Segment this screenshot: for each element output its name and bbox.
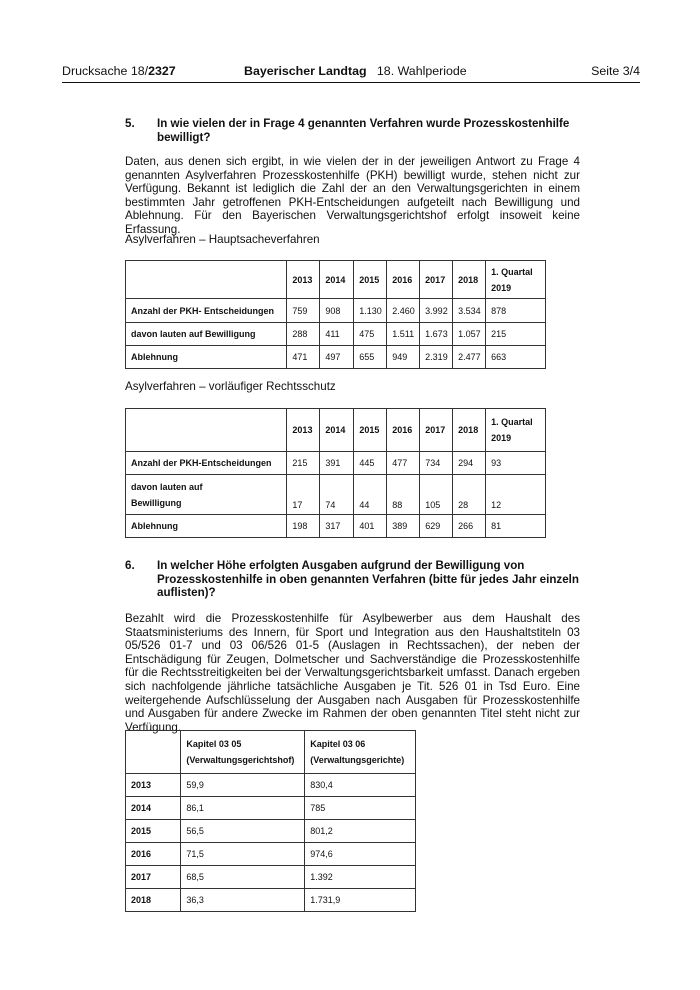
year-cell: 2018 [126, 889, 181, 912]
row-label: davon lauten auf Bewilligung [126, 475, 287, 515]
electoral-period: 18. Wahlperiode [376, 64, 467, 78]
header-divider [62, 82, 640, 83]
table-row [126, 889, 416, 912]
table-cell: 294 [453, 452, 486, 475]
table-cell: 288 [287, 323, 320, 346]
year-header: 2013 [287, 261, 320, 299]
table-cell: 88 [387, 475, 420, 515]
kapitel-0305-header: Kapitel 03 05 (Verwaltungsgerichtshof) [181, 731, 305, 774]
year-header: 2018 [453, 261, 486, 299]
table-cell: 2.460 [387, 299, 420, 323]
table-cell: 878 [486, 299, 546, 323]
table-header-row [126, 409, 546, 452]
table-row [126, 797, 416, 820]
table-row [126, 843, 416, 866]
table-cell: 17 [287, 475, 320, 515]
table-cell: 1.511 [387, 323, 420, 346]
table-row [126, 866, 416, 889]
parliament-title: Bayerischer Landtag 18. Wahlperiode [244, 64, 467, 78]
table-cell: 3.992 [420, 299, 453, 323]
table-hauptsacheverfahren [125, 260, 546, 369]
table-cell: 28 [453, 475, 486, 515]
question-text: In wie vielen der in Frage 4 genannten Verfahren wurde Prozesskostenhilfe bewilligt? [157, 117, 570, 144]
table-cell: 86,1 [181, 797, 305, 820]
year-header: 2013 [287, 409, 320, 452]
year-header: 2014 [320, 409, 354, 452]
table-row [126, 475, 546, 515]
table-cell: 93 [486, 452, 546, 475]
table-2-caption: Asylverfahren – vorläufiger Rechtsschutz [125, 380, 336, 393]
table-cell: 411 [320, 323, 354, 346]
table-row [126, 346, 546, 369]
table-header-row [126, 261, 546, 299]
table-cell: 1.057 [453, 323, 486, 346]
year-header: 2014 [320, 261, 354, 299]
table-cell: 949 [387, 346, 420, 369]
table-cell: 475 [354, 323, 387, 346]
question-5 [125, 117, 580, 144]
year-header: 2016 [387, 261, 420, 299]
table-cell: 12 [486, 475, 546, 515]
row-label: Ablehnung [126, 346, 287, 369]
table-cell: 59,9 [181, 774, 305, 797]
row-label: Anzahl der PKH-Entscheidungen [126, 452, 287, 475]
empty-header-cell [126, 409, 287, 452]
table-cell: 477 [387, 452, 420, 475]
empty-header-cell [126, 731, 181, 774]
quarter-header: 1. Quartal 2019 [486, 261, 546, 299]
table-row [126, 774, 416, 797]
table-row [126, 452, 546, 475]
page-number: Seite 3/4 [591, 64, 640, 78]
table-cell: 801,2 [305, 820, 416, 843]
question-text: In welcher Höhe erfolgten Ausgaben aufgrund der Bewilligung von Prozesskostenhilfe in oben genannten Verfahren (bitte für jedes Jahr einzeln auflisten)? [157, 559, 579, 599]
year-cell: 2015 [126, 820, 181, 843]
year-cell: 2013 [126, 774, 181, 797]
page-header [62, 64, 640, 82]
table-cell: 389 [387, 515, 420, 538]
table-vorlaeufiger-rechtsschutz [125, 408, 546, 538]
table-cell: 215 [486, 323, 546, 346]
table-ausgaben [125, 730, 416, 912]
year-header: 2015 [354, 409, 387, 452]
table-row [126, 515, 546, 538]
table-cell: 1.130 [354, 299, 387, 323]
row-label: Ablehnung [126, 515, 287, 538]
table-cell: 56,5 [181, 820, 305, 843]
table-cell: 401 [354, 515, 387, 538]
year-header: 2015 [354, 261, 387, 299]
table-cell: 2.319 [420, 346, 453, 369]
table-cell: 471 [287, 346, 320, 369]
table-cell: 2.477 [453, 346, 486, 369]
table-cell: 663 [486, 346, 546, 369]
table-cell: 44 [354, 475, 387, 515]
table-cell: 655 [354, 346, 387, 369]
table-cell: 734 [420, 452, 453, 475]
table-cell: 629 [420, 515, 453, 538]
document-number: Drucksache 18/2327 [62, 64, 176, 78]
kapitel-0306-header: Kapitel 03 06 (Verwaltungsgerichte) [305, 731, 416, 774]
year-header: 2018 [453, 409, 486, 452]
table-cell: 81 [486, 515, 546, 538]
table-cell: 1.673 [420, 323, 453, 346]
table-cell: 445 [354, 452, 387, 475]
table-cell: 1.392 [305, 866, 416, 889]
table-cell: 391 [320, 452, 354, 475]
row-label: davon lauten auf Bewilligung [126, 323, 287, 346]
table-cell: 1.731,9 [305, 889, 416, 912]
table-cell: 198 [287, 515, 320, 538]
year-cell: 2014 [126, 797, 181, 820]
table-cell: 497 [320, 346, 354, 369]
table-cell: 974,6 [305, 843, 416, 866]
year-cell: 2016 [126, 843, 181, 866]
table-cell: 908 [320, 299, 354, 323]
answer-6-paragraph: Bezahlt wird die Prozesskostenhilfe für Asylbewerber aus dem Haushalt des Staatsministeriums des Innern, für Sport und Integration aus den Haushaltstiteln 03 05/526 01-7 und 03 06/526 01-5 (Auslagen in Rechtssachen), der neben der Entschädigung für Zeugen, Dolmetscher und Sachverständige die Prozesskostenhilfe für die Rechtsstreitigkeiten bei der Verwaltungsgerichtsbarkeit umfasst. Danach ergeben sich nachfolgende jährliche tatsächliche Ausgaben je Tit. 526 01 in Tsd Euro. Eine weitergehende Aufschlüsselung der Ausgaben nach Ausgaben für Prozesskostenhilfe und Ausgaben für andere Zwecke im Rahmen der oben genannten Titel steht nicht zur Verfügung. [125, 612, 580, 734]
question-number: 6. [125, 559, 135, 572]
year-cell: 2017 [126, 866, 181, 889]
year-header: 2017 [420, 409, 453, 452]
row-label: Anzahl der PKH- Entscheidungen [126, 299, 287, 323]
table-cell: 68,5 [181, 866, 305, 889]
question-6 [125, 559, 580, 600]
year-header: 2017 [420, 261, 453, 299]
table-cell: 105 [420, 475, 453, 515]
table-cell: 317 [320, 515, 354, 538]
table-cell: 36,3 [181, 889, 305, 912]
table-row [126, 299, 546, 323]
table-cell: 266 [453, 515, 486, 538]
table-1-caption: Asylverfahren – Hauptsacheverfahren [125, 233, 320, 246]
table-cell: 759 [287, 299, 320, 323]
table-cell: 74 [320, 475, 354, 515]
table-header-row [126, 731, 416, 774]
table-cell: 785 [305, 797, 416, 820]
table-cell: 3.534 [453, 299, 486, 323]
year-header: 2016 [387, 409, 420, 452]
table-row [126, 820, 416, 843]
table-row [126, 323, 546, 346]
table-cell: 830,4 [305, 774, 416, 797]
empty-header-cell [126, 261, 287, 299]
answer-5-paragraph: Daten, aus denen sich ergibt, in wie vielen der in der jeweiligen Antwort zu Frage 4 genannten Asylverfahren Prozesskostenhilfe (PKH) bewilligt wurde, stehen nicht zur Verfügung. Bekannt ist lediglich die Zahl der an den Verwaltungsgerichten in einem bestimmten Jahr getroffenen PKH-Entscheidungen aufgeteilt nach Bewilligung und Ablehnung. Für den Bayerischen Verwaltungsgerichtshof erfolgt insoweit keine Erfassung. [125, 155, 580, 236]
question-number: 5. [125, 117, 135, 130]
quarter-header: 1. Quartal 2019 [486, 409, 546, 452]
table-cell: 71,5 [181, 843, 305, 866]
table-cell: 215 [287, 452, 320, 475]
